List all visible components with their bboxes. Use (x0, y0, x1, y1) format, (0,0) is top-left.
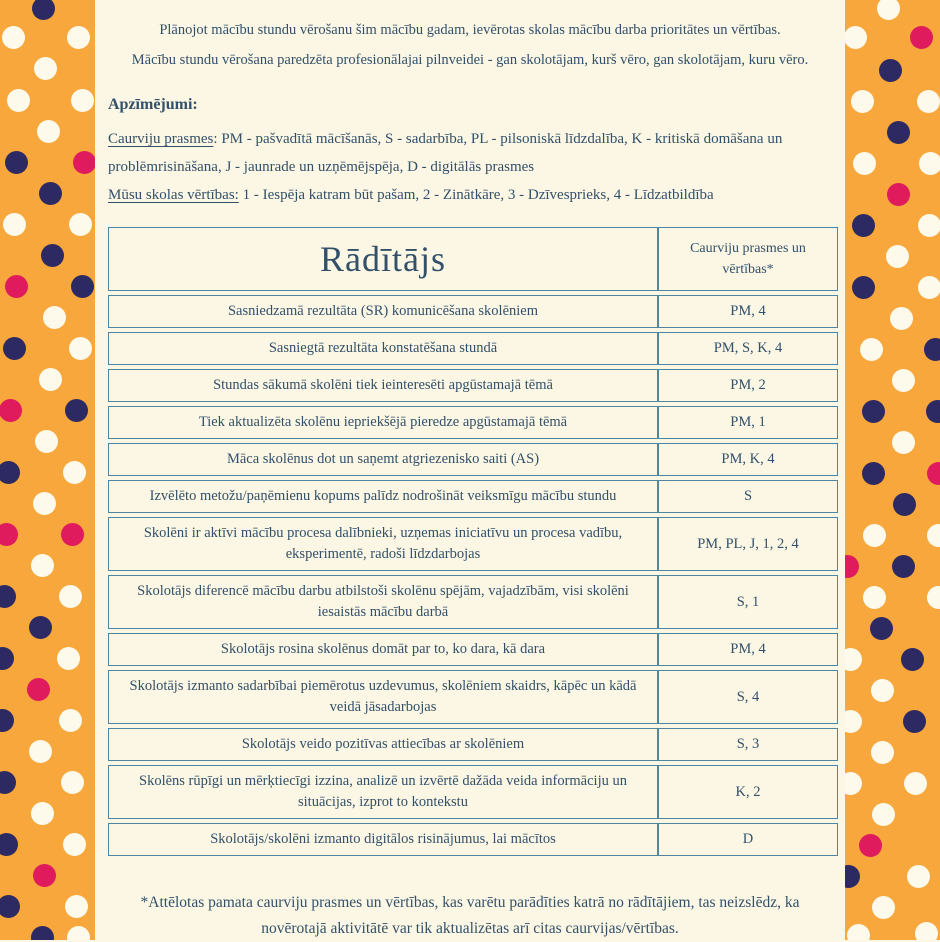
polka-dot (887, 183, 910, 206)
indicator-cell: Skolotājs rosina skolēnus domāt par to, ko dara, kā dara (108, 633, 658, 666)
polka-dot (886, 245, 909, 268)
indicator-cell: Tiek aktualizēta skolēnu iepriekšējā pieredze apgūstamajā tēmā (108, 406, 658, 439)
codes-cell: S, 4 (658, 670, 838, 724)
polka-dot (845, 555, 859, 578)
legend-values-label: Mūsu skolas vērtības: (108, 187, 239, 203)
polka-dot (852, 214, 875, 237)
footnote: *Attēlotas pamata caurviju prasmes un vērtības, kas varētu parādīties katrā no rādītājiem, tas neizslēdz, ka novērotajā aktivitātē var tik aktualizētas arī citas caurvijas/vērtības. (140, 890, 800, 942)
polka-dot (927, 524, 940, 547)
polka-dot (863, 586, 886, 609)
polka-dot (73, 151, 96, 174)
table-row (108, 670, 838, 724)
table-row (108, 728, 838, 761)
header-codes: Caurviju prasmes un vērtības* (658, 227, 838, 291)
polka-dot (924, 338, 940, 361)
polka-dot (29, 740, 52, 763)
polka-dot (917, 90, 940, 113)
intro-line-1: Plānojot mācību stundu vērošanu šim mācību gadam, ievērotas skolas mācību darba prioritātes un vērtības. (95, 15, 845, 45)
polka-dot (0, 461, 20, 484)
codes-cell: S, 1 (658, 575, 838, 629)
polka-dot (63, 461, 86, 484)
legend-skills-label: Caurviju prasmes (108, 131, 213, 147)
polka-dot (5, 275, 28, 298)
polka-dot (69, 337, 92, 360)
table-row (108, 517, 838, 571)
polka-dot (845, 710, 862, 733)
polka-dot (887, 121, 910, 144)
polka-dot (862, 462, 885, 485)
polka-dot (65, 399, 88, 422)
polka-dot (915, 922, 938, 941)
polka-dot (2, 26, 25, 49)
polka-dot (0, 895, 20, 918)
polka-dot (3, 213, 26, 236)
polka-dot (892, 555, 915, 578)
polka-dot (871, 679, 894, 702)
indicator-cell: Izvēlēto metožu/paņēmienu kopums palīdz nodrošināt veiksmīgu mācību stundu (108, 480, 658, 513)
polka-dot (33, 864, 56, 887)
table-body (108, 295, 838, 856)
codes-cell: PM, 4 (658, 295, 838, 328)
polka-dot (0, 647, 14, 670)
polka-dot (57, 647, 80, 670)
polka-dot (0, 833, 18, 856)
polka-dot (926, 400, 940, 423)
left-dot-border (0, 0, 95, 940)
indicator-cell: Skolotājs izmanto sadarbībai piemērotus uzdevumus, skolēniem skaidrs, kāpēc un kādā veidā jāsadarbojas (108, 670, 658, 724)
header-indicator: Rādītājs (108, 227, 658, 291)
polka-dot (872, 803, 895, 826)
table-row (108, 406, 838, 439)
polka-dot (71, 275, 94, 298)
indicator-cell: Sasniegtā rezultāta konstatēšana stundā (108, 332, 658, 365)
polka-dot (7, 89, 30, 112)
polka-dot (892, 369, 915, 392)
polka-dot (31, 802, 54, 825)
indicator-cell: Skolotājs diferencē mācību darbu atbilstoši skolēnu spējām, vajadzībām, visi skolēni iesaistās mācību darbā (108, 575, 658, 629)
table-header-row (108, 227, 838, 291)
polka-dot (31, 554, 54, 577)
polka-dot (33, 492, 56, 515)
polka-dot (0, 399, 22, 422)
table-row (108, 369, 838, 402)
legend-values-text: 1 - Iespēja katram būt pašam, 2 - Zinātkāre, 3 - Dzīvesprieks, 4 - Līdzatbildība (239, 187, 714, 203)
polka-dot (63, 833, 86, 856)
polka-dot (0, 523, 18, 546)
polka-dot (893, 493, 916, 516)
polka-dot (845, 772, 862, 795)
polka-dot (5, 151, 28, 174)
polka-dot (910, 26, 933, 49)
polka-dot (859, 834, 882, 857)
polka-dot (890, 307, 913, 330)
polka-dot (863, 524, 886, 547)
polka-dot (32, 0, 55, 20)
intro-line-2: Mācību stundu vērošana paredzēta profesionālajai pilnveidei - gan skolotājam, kurš vēro, gan skolotājam, kuru vēro. (95, 45, 845, 75)
polka-dot (918, 276, 940, 299)
codes-cell: PM, K, 4 (658, 443, 838, 476)
polka-dot (845, 26, 867, 49)
polka-dot (919, 152, 940, 175)
polka-dot (35, 430, 58, 453)
polka-dot (852, 276, 875, 299)
polka-dot (918, 214, 940, 237)
codes-cell: S (658, 480, 838, 513)
polka-dot (879, 59, 902, 82)
legend-skills-text: : PM - pašvadītā mācīšanās, S - sadarbība, PL - pilsoniskā līdzdalība, K - kritiskā domāšana un problēmrisināšana, J - jaunrade un uzņēmējspēja, D - digitālās prasmes (108, 131, 782, 175)
polka-dot (860, 338, 883, 361)
polka-dot (29, 616, 52, 639)
table-row (108, 332, 838, 365)
polka-dot (27, 678, 50, 701)
intro-paragraph (95, 15, 845, 75)
polka-dot (67, 26, 90, 49)
polka-dot (877, 0, 900, 20)
legend-skills-line (108, 125, 827, 181)
polka-dot (927, 586, 940, 609)
polka-dot (61, 523, 84, 546)
indicators-table (108, 223, 838, 860)
polka-dot (845, 865, 860, 888)
indicator-cell: Skolēns rūpīgi un mērķtiecīgi izzina, analizē un izvērtē dažāda veida informāciju un situācijas, izprot to kontekstu (108, 765, 658, 819)
polka-dot (0, 771, 16, 794)
table-row (108, 295, 838, 328)
polka-dot (65, 895, 88, 918)
indicator-cell: Stundas sākumā skolēni tiek ieinteresēti apgūstamajā tēmā (108, 369, 658, 402)
codes-cell: PM, 4 (658, 633, 838, 666)
polka-dot (34, 57, 57, 80)
document-content (95, 0, 845, 940)
polka-dot (67, 926, 90, 941)
codes-cell: D (658, 823, 838, 856)
codes-cell: PM, S, K, 4 (658, 332, 838, 365)
polka-dot (61, 771, 84, 794)
legend-values-line (108, 181, 827, 209)
polka-dot (43, 306, 66, 329)
polka-dot (892, 431, 915, 454)
polka-dot (0, 709, 14, 732)
polka-dot (31, 926, 54, 941)
polka-dot (901, 648, 924, 671)
polka-dot (59, 709, 82, 732)
polka-dot (862, 400, 885, 423)
table-row (108, 823, 838, 856)
right-dot-border (845, 0, 940, 940)
polka-dot (851, 90, 874, 113)
polka-dot (870, 617, 893, 640)
polka-dot (3, 337, 26, 360)
polka-dot (927, 462, 940, 485)
indicator-cell: Sasniedzamā rezultāta (SR) komunicēšana skolēniem (108, 295, 658, 328)
legend-section (108, 91, 827, 209)
polka-dot (69, 213, 92, 236)
polka-dot (37, 120, 60, 143)
codes-cell: PM, 1 (658, 406, 838, 439)
codes-cell: PM, 2 (658, 369, 838, 402)
table-row (108, 575, 838, 629)
polka-dot (71, 89, 94, 112)
table-row (108, 633, 838, 666)
table-row (108, 443, 838, 476)
table-row (108, 765, 838, 819)
polka-dot (904, 772, 927, 795)
polka-dot (903, 710, 926, 733)
codes-cell: S, 3 (658, 728, 838, 761)
polka-dot (0, 585, 16, 608)
polka-dot (845, 648, 862, 671)
codes-cell: K, 2 (658, 765, 838, 819)
polka-dot (39, 368, 62, 391)
polka-dot (871, 741, 894, 764)
indicator-cell: Māca skolēnus dot un saņemt atgriezenisko saiti (AS) (108, 443, 658, 476)
polka-dot (907, 865, 930, 888)
polka-dot (39, 182, 62, 205)
polka-dot (853, 152, 876, 175)
polka-dot (59, 585, 82, 608)
legend-heading: Apzīmējumi: (108, 91, 827, 119)
indicator-cell: Skolotājs/skolēni izmanto digitālos risinājumus, lai mācītos (108, 823, 658, 856)
polka-dot (872, 896, 895, 919)
polka-dot (41, 244, 64, 267)
polka-dot (847, 924, 870, 941)
indicator-cell: Skolēni ir aktīvi mācību procesa dalībnieki, uzņemas iniciatīvu un procesa vadību, eksperimentē, radoši līdzdarbojas (108, 517, 658, 571)
codes-cell: PM, PL, J, 1, 2, 4 (658, 517, 838, 571)
table-row (108, 480, 838, 513)
indicator-cell: Skolotājs veido pozitīvas attiecības ar skolēniem (108, 728, 658, 761)
